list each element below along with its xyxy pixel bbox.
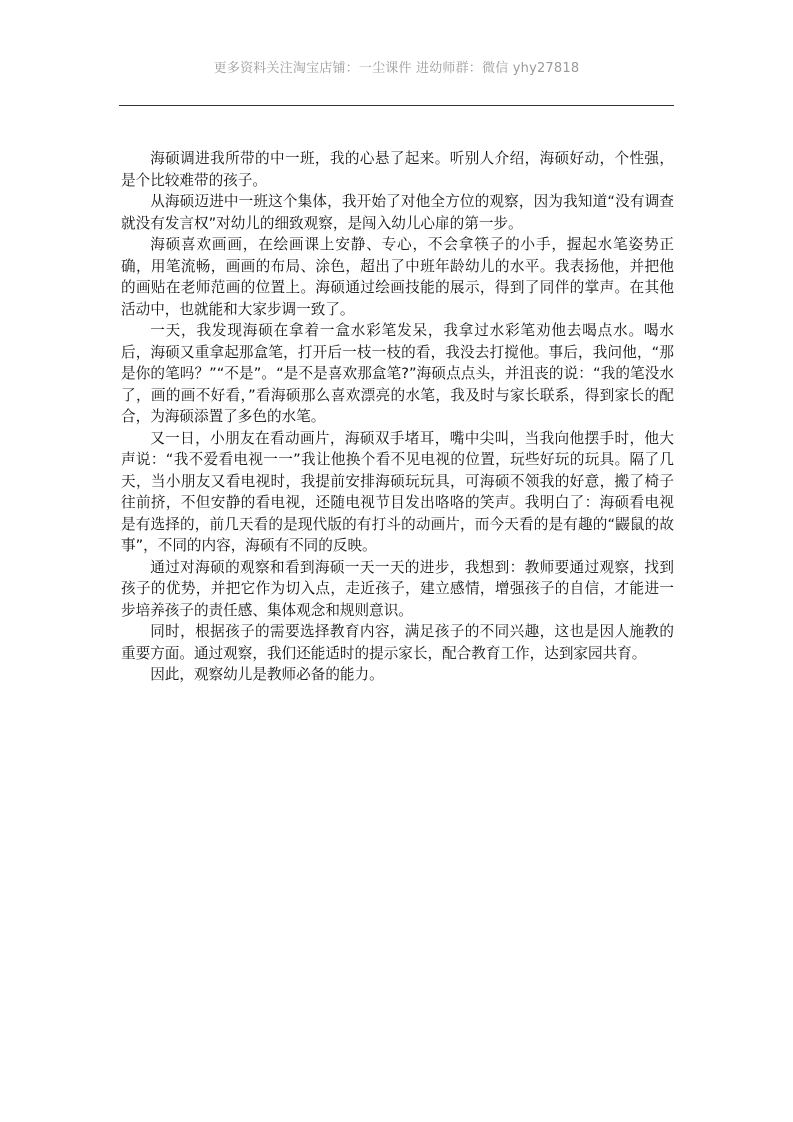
paragraph: 海硕调进我所带的中一班，我的心悬了起来。听别人介绍，海硕好动，个性强，是个比较难带的孩子。 <box>121 150 674 189</box>
header-note: 更多资料关注淘宝店铺：一尘课件 进幼师群：微信 yhy27818 <box>213 61 580 76</box>
paragraph: 同时，根据孩子的需要选择教育内容，满足孩子的不同兴趣，这也是因人施教的重要方面。通过观察，我们还能适时的提示家长，配合教育工作，达到家园共育。 <box>121 623 674 662</box>
paragraph: 因此，观察幼儿是教师必备的能力。 <box>150 666 384 683</box>
document-body <box>121 148 674 686</box>
paragraph: 海硕喜欢画画，在绘画课上安静、专心，不会拿筷子的小手，握起水笔姿势正确，用笔流畅，画画的布局、涂色，超出了中班年龄幼儿的水平。我表扬他，并把他的画贴在老师范画的位置上。海硕通过绘画技能的展示，得到了同伴的掌声。在其他活动中，也就能和大家步调一致了。 <box>121 236 674 318</box>
paragraph: 又一日，小朋友在看动画片，海硕双手堵耳，嘴中尖叫，当我向他摆手时，他大声说：“我不爱看电视一一”我让他换个看不见电视的位置，玩些好玩的玩具。隔了几天，当小朋友又看电视时，我提前安排海硕玩玩具，可海硕不领我的好意，搬了椅子往前挤，不但安静的看电视，还随电视节目发出咯咯的笑声。我明白了：海硕看电视是有选择的，前几天看的是现代版的有打斗的动画片，而今天看的是有趣的“鼹鼠的故事”，不同的内容，海硕有不同的反映。 <box>121 429 674 554</box>
paragraph: 通过对海硕的观察和看到海硕一天一天的进步，我想到：教师要通过观察，找到孩子的优势，并把它作为切入点，走近孩子，建立感情，增强孩子的自信，才能进一步培养孩子的责任感、集体观念和规则意识。 <box>121 558 674 619</box>
header-divider <box>119 105 674 106</box>
paragraph: 从海硕迈进中一班这个集体，我开始了对他全方位的观察，因为我知道“没有调查就没有发言权”对幼儿的细致观察，是闯入幼儿心扉的第一步。 <box>121 193 674 232</box>
paragraph: 一天，我发现海硕在拿着一盒水彩笔发呆，我拿过水彩笔劝他去喝点水。喝水后，海硕又重拿起那盒笔，打开后一枝一枝的看，我没去打搅他。事后，我问他，“那是你的笔吗？”“不是”。“是不是喜欢那盒笔?”海硕点点头，并沮丧的说：“我的笔没水了，画的画不好看，”看海硕那么喜欢漂亮的水笔，我及时与家长联系，得到家长的配合，为海硕添置了多色的水笔。 <box>121 322 674 425</box>
